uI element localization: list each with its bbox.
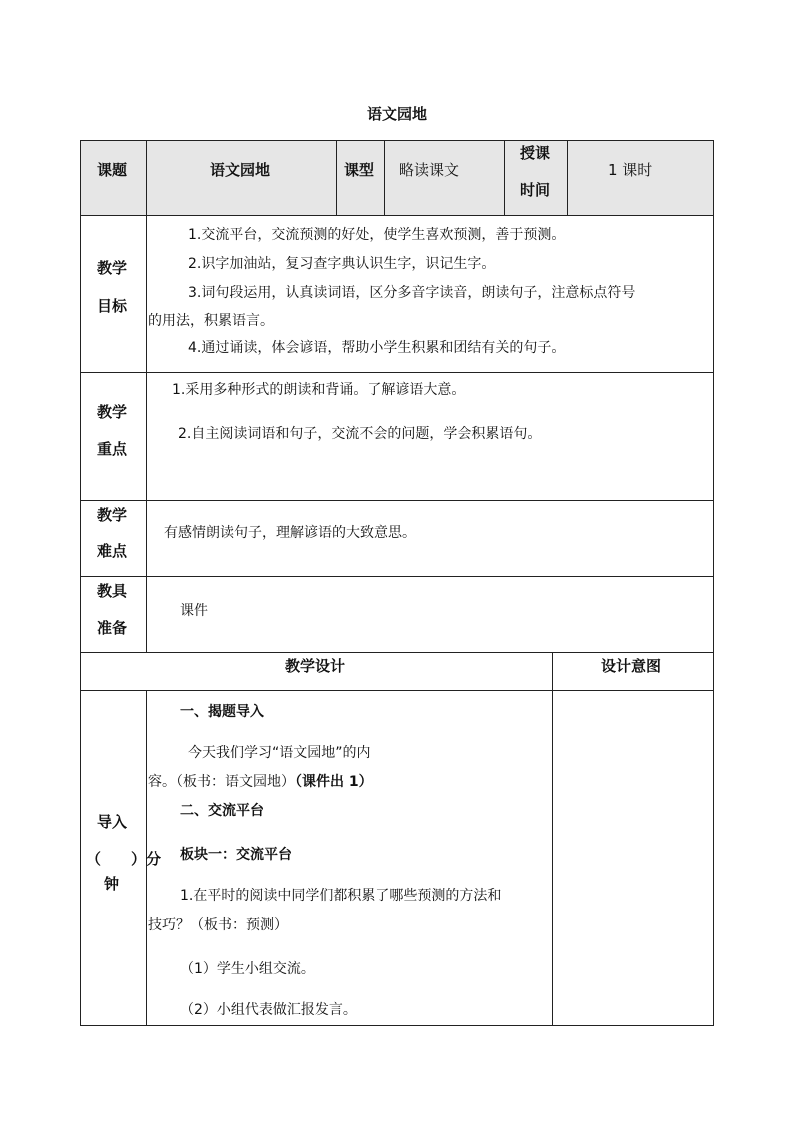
label-keypoints-line1: 教学 (97, 403, 128, 421)
intent-column-header: 设计意图 (601, 657, 662, 675)
goal-item-1: 1.交流平台，交流预测的好处，使学生喜欢预测，善于预测。 (188, 227, 566, 243)
keypoint-item-1: 1.采用多种形式的朗读和背诵。了解谚语大意。 (172, 382, 466, 398)
header-divider-time (567, 140, 568, 215)
table-border-left (80, 140, 81, 1026)
intro-heading-2: 二、交流平台 (180, 803, 264, 819)
label-goals-line1: 教学 (97, 259, 128, 277)
materials-text: 课件 (180, 603, 208, 619)
label-difficulties-line2: 难点 (97, 542, 128, 560)
topic-value: 语文园地 (210, 161, 271, 179)
label-materials-line2: 准备 (97, 619, 128, 637)
label-difficulties-line1: 教学 (97, 506, 128, 524)
design-intent-divider (552, 652, 553, 1026)
header-divider-type (384, 140, 385, 215)
intro-label-line1: 导入 (97, 813, 128, 831)
intro-question-1-line2: 技巧？（板书：预测） (148, 917, 288, 933)
row-divider-intro (80, 690, 714, 691)
label-type: 课型 (344, 161, 375, 179)
intro-para1-line1: 今天我们学习“语文园地”的内 (188, 745, 371, 761)
label-topic: 课题 (97, 161, 128, 179)
document-title: 语文园地 (366, 105, 427, 123)
goal-item-2: 2.识字加油站，复习查字典认识生字，识记生字。 (188, 256, 496, 272)
intro-question-1-line1: 1.在平时的阅读中同学们都积累了哪些预测的方法和 (180, 888, 502, 904)
goal-item-3-line1: 3.词句段运用，认真读词语，区分多音字读音，朗读句子，注意标点符号 (188, 285, 636, 301)
label-column-divider-upper (146, 140, 147, 652)
table-border-right (713, 140, 714, 1026)
label-time-line2: 时间 (520, 181, 551, 199)
row-divider-difficulties (80, 500, 714, 501)
intro-heading-1: 一、揭题导入 (180, 704, 264, 720)
type-value: 略读课文 (399, 161, 460, 179)
keypoint-item-2: 2.自主阅读词语和句子，交流不会的问题，学会积累语句。 (178, 426, 542, 442)
label-goals-line2: 目标 (97, 297, 128, 315)
row-divider-goals (80, 215, 714, 216)
time-value: 1 课时 (608, 161, 653, 179)
row-divider-keypoints (80, 372, 714, 373)
header-divider-type-value (504, 140, 505, 215)
label-materials-line1: 教具 (97, 582, 128, 600)
row-divider-design (80, 652, 714, 653)
header-divider-topic (336, 140, 337, 215)
intro-label-minutes: （ ）分 (86, 850, 162, 868)
label-keypoints-line2: 重点 (97, 440, 128, 458)
table-border-bottom (80, 1025, 714, 1026)
goal-item-3-line2: 的用法，积累语言。 (148, 313, 274, 329)
label-time-line1: 授课 (520, 144, 551, 162)
goal-item-4: 4.通过诵读，体会谚语，帮助小学生积累和团结有关的句子。 (188, 340, 566, 356)
intro-heading-3: 板块一：交流平台 (180, 847, 292, 863)
intro-para1-text: 容。（板书：语文园地） (148, 774, 295, 790)
design-column-header: 教学设计 (285, 657, 346, 675)
intro-step-2: （2）小组代表做汇报发言。 (180, 1002, 357, 1018)
difficulties-text: 有感情朗读句子，理解谚语的大致意思。 (164, 525, 416, 541)
intro-label-line3: 钟 (104, 875, 120, 893)
intro-para1-line2 (148, 772, 373, 792)
row-divider-materials (80, 576, 714, 577)
table-border-top (80, 140, 714, 141)
intro-step-1: （1）学生小组交流。 (180, 961, 315, 977)
intro-para1-bold-note: （课件出 1） (295, 774, 373, 790)
